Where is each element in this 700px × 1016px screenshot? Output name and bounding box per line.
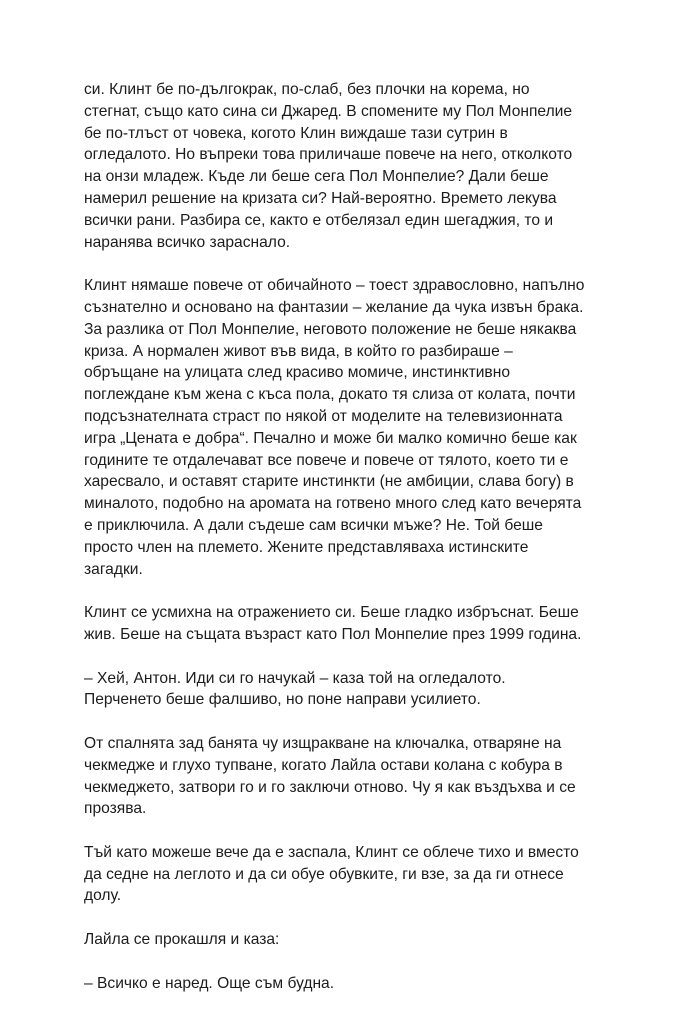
- paragraph-2: [84, 275, 624, 580]
- text-line: на онзи младеж. Къде ли беше сега Пол Монпелие? Дали беше: [84, 168, 549, 186]
- text-line: огледалото. Но въпреки това приличаше повече на него, отколкото: [84, 146, 573, 164]
- text-line: обръщане на улицата след красиво момиче, инстинктивно: [84, 364, 510, 382]
- text-line: долу.: [84, 887, 122, 905]
- text-line: чекмеджето, затвори го и го заключи отново. Чу я как въздъхва и се: [84, 778, 576, 796]
- paragraph-3: [84, 602, 624, 646]
- text-line: стегнат, също като сина си Джаред. В спомените му Пол Монпелие: [84, 102, 573, 120]
- paragraph-7: [84, 929, 624, 951]
- paragraph-8: [84, 973, 624, 995]
- document-page: [84, 79, 624, 1016]
- text-line: съзнателно и основано на фантазии – желание да чука извън брака.: [84, 298, 584, 316]
- text-line: Клинт се усмихна на отражението си. Беше гладко избръснат. Беше: [84, 604, 579, 622]
- paragraph-5: [84, 733, 624, 820]
- text-line: игра „Цената е добра“. Печално и може би малко комично беше как: [84, 429, 577, 447]
- text-line: прозява.: [84, 800, 147, 818]
- text-line: си. Клинт бе по-дългокрак, по-слаб, без плочки на корема, но: [84, 81, 530, 98]
- text-line: От спалнята зад банята чу изщракване на ключалка, отваряне на: [84, 734, 562, 752]
- text-line: Перченето беше фалшиво, но поне направи усилието.: [84, 691, 481, 709]
- text-line: наранява всичко зараснало.: [84, 233, 291, 251]
- text-line: Тъй като можеше вече да е заспала, Клинт се облече тихо и вместо: [84, 843, 579, 861]
- text-line: – Всичко е наред. Още съм будна.: [84, 974, 335, 992]
- text-line: загадки.: [84, 560, 143, 578]
- text-line: намерил решение на кризата си? Най-вероятно. Времето лекува: [84, 189, 557, 207]
- text-line: подсъзнателната страст по някой от моделите на телевизионната: [84, 407, 563, 425]
- text-line: бе по-тлъст от човека, когото Клин виждаше тази сутрин в: [84, 124, 508, 142]
- paragraph-6: [84, 842, 624, 907]
- text-line: харесвало, и оставят старите инстинкти (не амбиции, слава богу) в: [84, 473, 574, 491]
- text-line: просто член на племето. Жените представляваха истинските: [84, 538, 529, 556]
- text-line: годините те отдалечават все повече и повече от тялото, което ти е: [84, 451, 569, 469]
- text-line: всички рани. Разбира се, както е отбелязал един шегаджия, то и: [84, 211, 554, 229]
- text-line: Лайла се прокашля и каза:: [84, 931, 280, 949]
- text-line: жив. Беше на същата възраст като Пол Монпелие през 1999 година.: [84, 625, 582, 643]
- text-line: е приключила. А дали съдеше сам всички мъже? Не. Той беше: [84, 516, 543, 534]
- text-line: чекмедже и глухо тупване, когато Лайла остави колана с кобура в: [84, 756, 563, 774]
- paragraph-1: [84, 79, 624, 253]
- text-line: За разлика от Пол Монпелие, неговото положение не беше някаква: [84, 320, 577, 338]
- text-line: – Хей, Антон. Иди си го начукай – каза той на огледалото.: [84, 669, 506, 687]
- text-line: криза. А нормален живот във вида, в който го разбираше –: [84, 342, 513, 360]
- text-line: поглеждане към жена с къса пола, докато тя слиза от колата, почти: [84, 386, 576, 404]
- text-line: Клинт нямаше повече от обичайното – тоест здравословно, напълно: [84, 277, 585, 295]
- text-line: миналото, подобно на аромата на готвено много след като вечерята: [84, 495, 582, 513]
- paragraph-4: [84, 668, 624, 712]
- text-line: да седне на леглото и да си обуе обувките, ги взе, за да ги отнесе: [84, 865, 564, 883]
